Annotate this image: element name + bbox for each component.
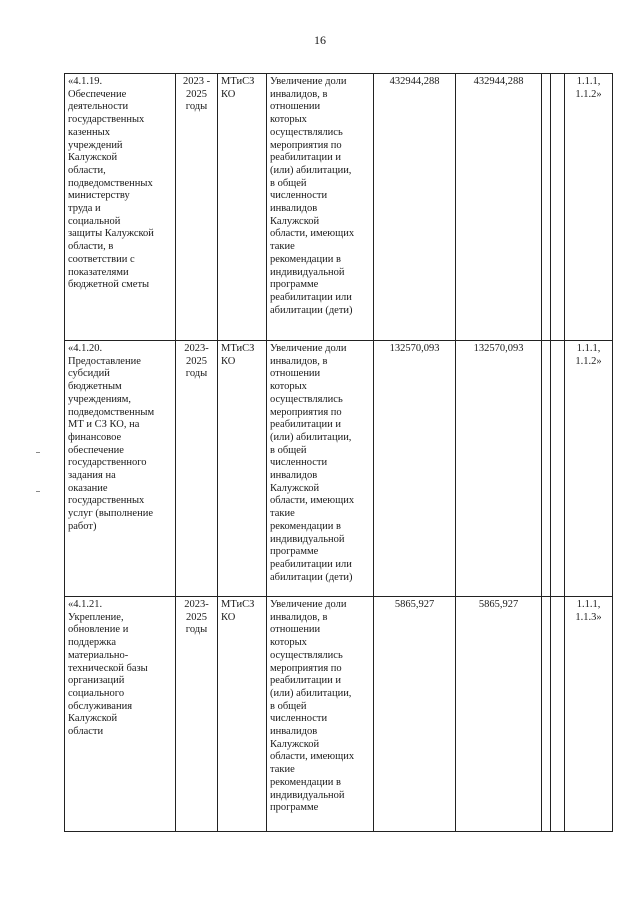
cell-line: «4.1.21.: [68, 599, 103, 610]
cell-line: услуг (выполнение: [68, 508, 153, 520]
cell-line: бюджетной сметы: [68, 279, 150, 291]
cell-line: КО: [221, 355, 236, 367]
cell-line: инвалидов, в: [270, 355, 328, 367]
cell-line: обеспечение: [68, 444, 124, 456]
cell-line: казенных: [68, 126, 110, 138]
cell-line: организаций: [68, 675, 125, 687]
amount-total-cell: 132570,093: [374, 341, 456, 597]
measure-name-cell: [65, 74, 176, 341]
cell-line: годы: [185, 368, 208, 380]
cell-line: Укрепление,: [68, 611, 124, 623]
cell-line: обновление и: [68, 624, 129, 636]
cell-line: МТиСЗ: [221, 76, 255, 87]
cell-line: обслуживания: [68, 700, 133, 712]
cell-line: Увеличение доли: [270, 599, 347, 610]
cell-line: подведомственным: [68, 406, 155, 418]
cell-line: индивидуальной: [270, 533, 345, 545]
cell-line: абилитации (дети): [270, 304, 353, 316]
cell-line: социального: [68, 687, 125, 699]
empty-cell: [542, 597, 551, 832]
cell-line: инвалидов: [270, 203, 318, 215]
empty-cell: [542, 341, 551, 597]
cell-line: области: [68, 726, 104, 738]
cell-line: области, имеющих: [270, 751, 355, 763]
cell-line: Обеспечение: [68, 88, 127, 100]
table-row: [65, 74, 613, 341]
cell-line: рекомендации в: [270, 776, 341, 788]
cell-line: социальной: [68, 215, 121, 227]
cell-line: задания на: [68, 470, 116, 482]
cell-line: (или) абилитации,: [270, 431, 352, 443]
cell-line: учреждений: [68, 139, 123, 151]
cell-line: 2025: [186, 88, 207, 100]
cell-line: МТиСЗ: [221, 343, 255, 354]
executor-cell: [218, 341, 267, 597]
cell-line: 2025: [186, 355, 207, 367]
cell-line: инвалидов: [270, 726, 318, 738]
cell-line: государственных: [68, 495, 145, 507]
cell-line: мероприятия по: [270, 406, 342, 418]
scan-artifact: [36, 491, 40, 492]
cell-line: работ): [68, 520, 97, 532]
amount-total-cell: 5865,927: [374, 597, 456, 832]
cell-line: 2023 -: [182, 76, 211, 87]
cell-line: реабилитации или: [270, 291, 352, 303]
cell-line: реабилитации и: [270, 675, 341, 687]
cell-line: программе: [270, 802, 319, 814]
cell-line: области, в: [68, 241, 114, 253]
cell-line: программе: [270, 546, 319, 558]
cell-line: в общей: [270, 700, 307, 712]
cell-line: области,: [68, 164, 106, 176]
cell-line: абилитации (дети): [270, 571, 353, 583]
cell-line: рекомендации в: [270, 253, 341, 265]
cell-line: учреждениям,: [68, 393, 132, 405]
cell-line: мероприятия по: [270, 662, 342, 674]
cell-line: 1.1.1,: [576, 343, 601, 354]
empty-cell: [542, 74, 551, 341]
cell-line: деятельности: [68, 101, 129, 113]
amount-budget-cell: 132570,093: [456, 341, 542, 597]
cell-line: подведомственных: [68, 177, 153, 189]
indicator-cell: [267, 597, 374, 832]
amount-budget-cell: 432944,288: [456, 74, 542, 341]
cell-line: труда и: [68, 203, 101, 215]
indicator-ref-cell: [565, 597, 613, 832]
program-measures-table: [64, 73, 613, 832]
cell-line: осуществлялись: [270, 126, 343, 138]
cell-line: КО: [221, 88, 236, 100]
cell-line: КО: [221, 611, 236, 623]
cell-line: программе: [270, 279, 319, 291]
empty-cell: [551, 597, 565, 832]
cell-line: области, имеющих: [270, 495, 355, 507]
cell-line: реабилитации или: [270, 558, 352, 570]
cell-line: которых: [270, 637, 307, 649]
cell-line: 1.1.2»: [575, 355, 602, 367]
cell-line: 1.1.3»: [575, 611, 602, 623]
cell-line: «4.1.20.: [68, 343, 103, 354]
period-cell: [176, 341, 218, 597]
scan-artifact: [36, 452, 40, 453]
cell-line: министерству: [68, 190, 130, 202]
amount-total-cell: 432944,288: [374, 74, 456, 341]
cell-line: 2023-: [184, 599, 209, 610]
cell-line: Калужской: [68, 713, 118, 725]
cell-line: численности: [270, 713, 328, 725]
cell-line: Калужской: [270, 738, 320, 750]
indicator-cell: [267, 74, 374, 341]
cell-line: реабилитации и: [270, 419, 341, 431]
cell-line: годы: [185, 101, 208, 113]
cell-line: Калужской: [270, 215, 320, 227]
cell-line: индивидуальной: [270, 789, 345, 801]
cell-line: инвалидов: [270, 470, 318, 482]
cell-line: финансовое: [68, 431, 122, 443]
cell-line: отношении: [270, 101, 321, 113]
cell-line: реабилитации и: [270, 152, 341, 164]
cell-line: государственных: [68, 114, 145, 126]
cell-line: Увеличение доли: [270, 76, 347, 87]
cell-line: мероприятия по: [270, 139, 342, 151]
cell-line: отношении: [270, 624, 321, 636]
cell-line: численности: [270, 457, 328, 469]
cell-line: которых: [270, 114, 307, 126]
cell-line: Калужской: [68, 152, 118, 164]
period-cell: [176, 597, 218, 832]
cell-line: Предоставление: [68, 355, 141, 367]
cell-line: (или) абилитации,: [270, 687, 352, 699]
amount-budget-cell: 5865,927: [456, 597, 542, 832]
indicator-ref-cell: [565, 341, 613, 597]
cell-line: инвалидов, в: [270, 88, 328, 100]
cell-line: 1.1.2»: [575, 88, 602, 100]
cell-line: численности: [270, 190, 328, 202]
indicator-cell: [267, 341, 374, 597]
executor-cell: [218, 597, 267, 832]
cell-line: индивидуальной: [270, 266, 345, 278]
empty-cell: [551, 74, 565, 341]
cell-line: оказание: [68, 482, 108, 494]
cell-line: технической базы: [68, 662, 148, 674]
cell-line: Калужской: [270, 482, 320, 494]
cell-line: рекомендации в: [270, 520, 341, 532]
cell-line: годы: [185, 624, 208, 636]
indicator-ref-cell: [565, 74, 613, 341]
table-row: [65, 341, 613, 597]
cell-line: показателями: [68, 266, 129, 278]
measure-name-cell: [65, 341, 176, 597]
cell-line: поддержка: [68, 637, 117, 649]
cell-line: 1.1.1,: [576, 599, 601, 610]
cell-line: которых: [270, 381, 307, 393]
cell-line: государственного: [68, 457, 147, 469]
cell-line: 1.1.1,: [576, 76, 601, 87]
cell-line: материально-: [68, 649, 129, 661]
period-cell: [176, 74, 218, 341]
empty-cell: [551, 341, 565, 597]
cell-line: 2025: [186, 611, 207, 623]
cell-line: субсидий: [68, 368, 110, 380]
cell-line: в общей: [270, 444, 307, 456]
cell-line: такие: [270, 508, 295, 520]
cell-line: Увеличение доли: [270, 343, 347, 354]
cell-line: соответствии с: [68, 253, 135, 265]
executor-cell: [218, 74, 267, 341]
cell-line: области, имеющих: [270, 228, 355, 240]
cell-line: «4.1.19.: [68, 76, 103, 87]
cell-line: МТ и СЗ КО, на: [68, 419, 140, 431]
cell-line: бюджетным: [68, 381, 122, 393]
cell-line: осуществлялись: [270, 393, 343, 405]
measure-name-cell: [65, 597, 176, 832]
cell-line: (или) абилитации,: [270, 164, 352, 176]
cell-line: осуществлялись: [270, 649, 343, 661]
cell-line: такие: [270, 764, 295, 776]
cell-line: защиты Калужской: [68, 228, 154, 240]
cell-line: 2023-: [184, 343, 209, 354]
table-row: [65, 597, 613, 832]
cell-line: МТиСЗ: [221, 599, 255, 610]
cell-line: отношении: [270, 368, 321, 380]
cell-line: инвалидов, в: [270, 611, 328, 623]
cell-line: в общей: [270, 177, 307, 189]
cell-line: такие: [270, 241, 295, 253]
page-number: 16: [314, 33, 326, 47]
